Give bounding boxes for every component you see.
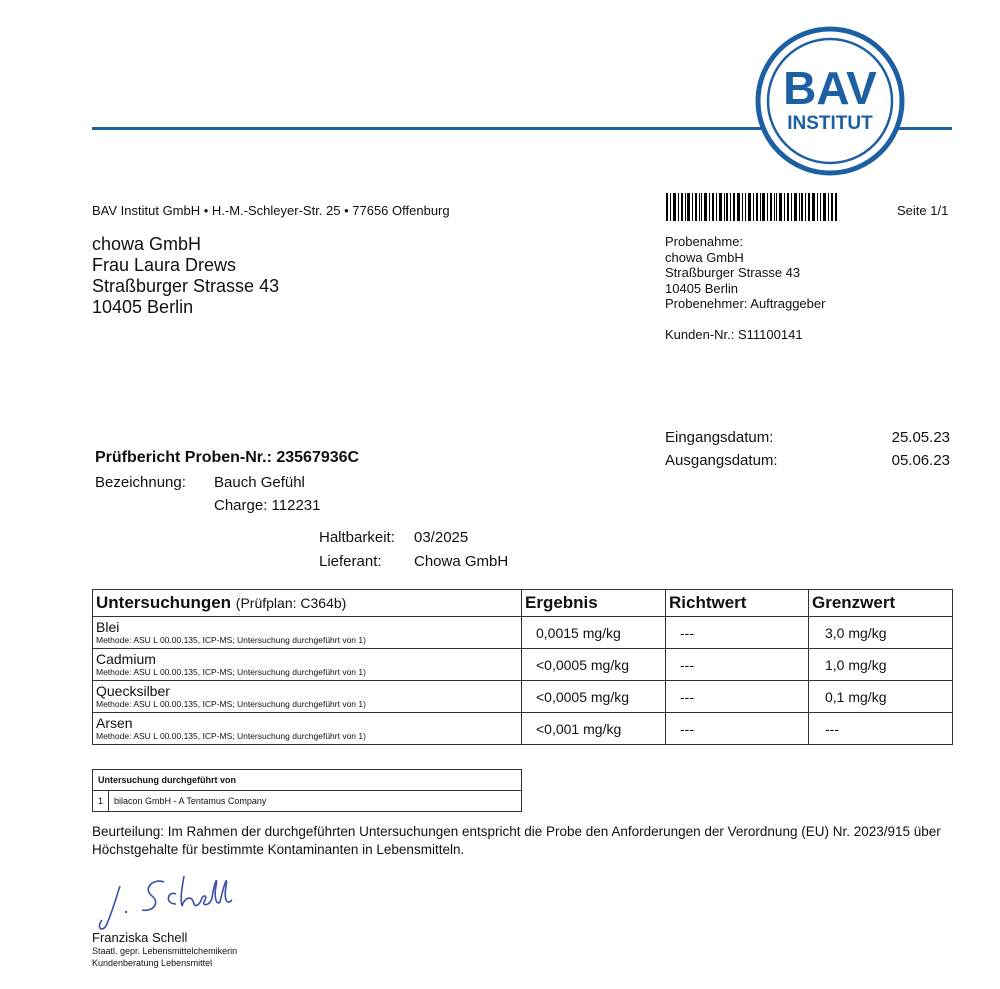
report-title: Prüfbericht Proben-Nr.: 23567936C — [95, 449, 360, 466]
method-text: Methode: ASU L 00.00.135, ICP-MS; Untersuchung durchgeführt von 1) — [96, 634, 366, 645]
batch-value: Charge: 112231 — [214, 497, 321, 514]
sender-line: BAV Institut GmbH • H.-M.-Schleyer-Str. 25 • 77656 Offenburg — [92, 203, 450, 218]
issued-date: 05.06.23 — [891, 452, 950, 469]
lab-header: Untersuchung durchgeführt von — [93, 770, 522, 791]
lab-header-row — [93, 770, 522, 791]
signatory-name: Franziska Schell — [92, 930, 188, 945]
dates-block — [665, 426, 950, 472]
bav-institut-logo — [755, 26, 905, 176]
results-table — [92, 589, 953, 745]
result-value: 0,0015 mg/kg — [522, 617, 666, 649]
recipient-street: Straßburger Strasse 43 — [92, 276, 280, 296]
supplier-value: Chowa GmbH — [414, 553, 509, 570]
limit-value: --- — [809, 713, 953, 745]
limit-value: 1,0 mg/kg — [809, 649, 953, 681]
logo-line1: BAV — [783, 62, 877, 114]
guide-value: --- — [666, 713, 809, 745]
supplier-label: Lieferant: — [319, 553, 382, 570]
substance-name: Cadmium — [96, 650, 156, 667]
sampling-label: Probenahme: — [665, 234, 744, 249]
recipient-city: 10405 Berlin — [92, 297, 194, 317]
results-header-row — [93, 590, 953, 617]
designation-label: Bezeichnung: — [95, 474, 186, 491]
sampling-city: 10405 Berlin — [665, 280, 738, 296]
guide-value: --- — [666, 649, 809, 681]
table-row — [93, 617, 953, 649]
result-value: <0,001 mg/kg — [522, 713, 666, 745]
header-result: Ergebnis — [522, 590, 666, 617]
header-limit: Grenzwert — [809, 590, 953, 617]
sampling-info — [665, 234, 825, 312]
limit-value: 3,0 mg/kg — [809, 617, 953, 649]
lab-number: 1 — [93, 791, 109, 812]
signature-image — [92, 868, 242, 938]
shelf-label: Haltbarkeit: — [319, 529, 395, 546]
sampling-company: chowa GmbH — [665, 249, 744, 265]
method-text: Methode: ASU L 00.00.135, ICP-MS; Untersuchung durchgeführt von 1) — [96, 666, 366, 677]
signatory-title: Staatl. gepr. Lebensmittelchemikerin — [92, 946, 238, 956]
designation-value: Bauch Gefühl — [214, 474, 305, 491]
table-row — [93, 713, 953, 745]
substance-name: Quecksilber — [96, 682, 170, 699]
header-investigations — [93, 590, 522, 617]
table-row — [93, 649, 953, 681]
substance-name: Blei — [96, 618, 120, 635]
barcode-icon — [666, 193, 838, 221]
lab-table — [92, 769, 522, 812]
received-date-row — [665, 426, 950, 449]
page-number: Seite 1/1 — [897, 203, 949, 218]
table-row — [93, 681, 953, 713]
method-text: Methode: ASU L 00.00.135, ICP-MS; Untersuchung durchgeführt von 1) — [96, 698, 366, 709]
guide-value: --- — [666, 681, 809, 713]
assessment-text: Beurteilung: Im Rahmen der durchgeführten Untersuchungen entspricht die Probe den Anforderungen der Verordnung (EU) Nr. 2023/915 über Höchstgehalte für bestimmte Kontaminanten in Lebensmitteln. — [92, 824, 941, 857]
method-text: Methode: ASU L 00.00.135, ICP-MS; Untersuchung durchgeführt von 1) — [96, 730, 366, 741]
sampling-street: Straßburger Strasse 43 — [665, 265, 801, 280]
guide-value: --- — [666, 617, 809, 649]
result-value: <0,0005 mg/kg — [522, 649, 666, 681]
lab-row — [93, 791, 522, 812]
header-plan: (Prüfplan: C364b) — [235, 595, 347, 611]
result-value: <0,0005 mg/kg — [522, 681, 666, 713]
recipient-person: Frau Laura Drews — [92, 255, 237, 275]
shelf-value: 03/2025 — [414, 529, 469, 546]
issued-label: Ausgangsdatum: — [665, 452, 778, 469]
substance-name: Arsen — [96, 714, 133, 731]
recipient-address — [92, 234, 279, 318]
received-label: Eingangsdatum: — [665, 429, 774, 446]
header-investigations-label: Untersuchungen — [96, 593, 232, 612]
issued-date-row — [665, 449, 950, 472]
limit-value: 0,1 mg/kg — [809, 681, 953, 713]
header-guide: Richtwert — [666, 590, 809, 617]
sampling-sampler: Probenehmer: Auftraggeber — [665, 296, 826, 311]
logo-line2: INSTITUT — [787, 113, 873, 134]
customer-number: Kunden-Nr.: S11100141 — [665, 327, 803, 342]
recipient-company: chowa GmbH — [92, 234, 202, 254]
lab-name: bilacon GmbH - A Tentamus Company — [109, 791, 522, 812]
signatory-department: Kundenberatung Lebensmittel — [92, 958, 213, 968]
received-date: 25.05.23 — [891, 429, 950, 446]
